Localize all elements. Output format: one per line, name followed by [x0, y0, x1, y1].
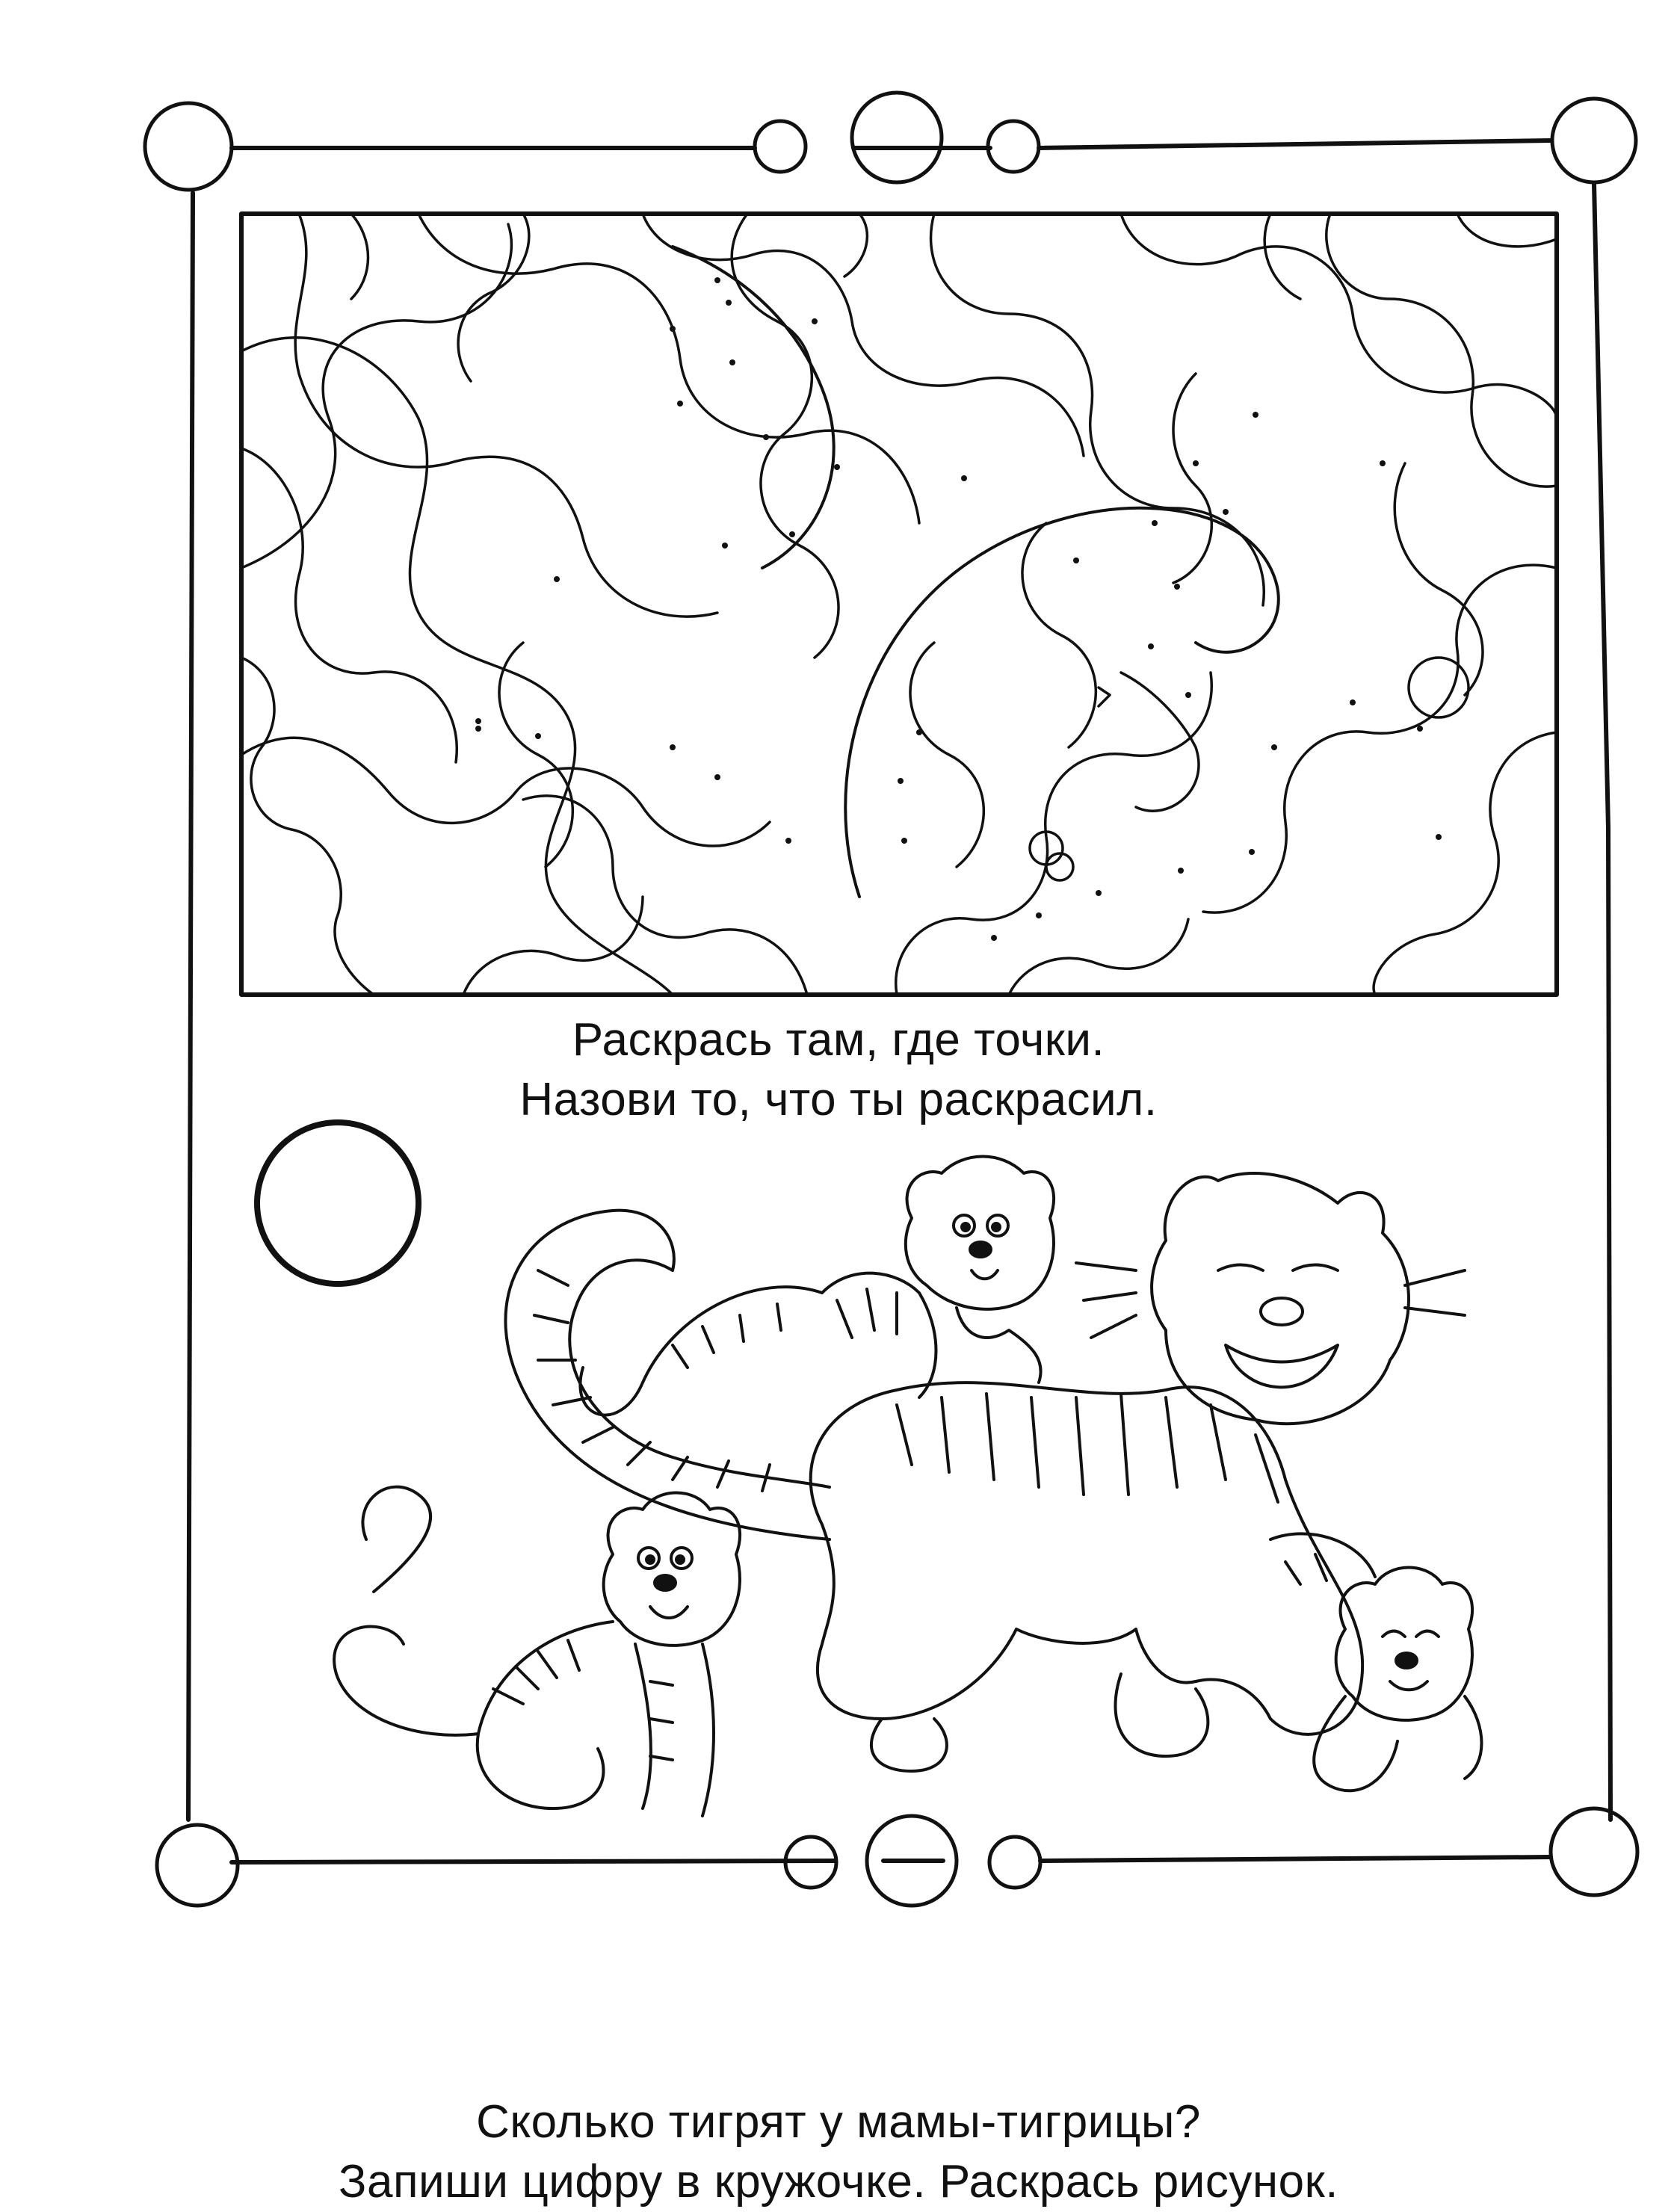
frame-circle — [1551, 1808, 1637, 1895]
frame-circle — [1552, 99, 1636, 182]
frame-circle — [755, 121, 806, 172]
frame-circle — [145, 103, 232, 190]
hidden-picture-puzzle — [241, 214, 1557, 995]
tiger-family-illustration — [334, 1157, 1481, 1817]
frame-circle — [988, 121, 1039, 172]
task-two-instructions — [0, 2092, 1677, 2212]
mother-tiger — [811, 1382, 1362, 1734]
task-one-instructions — [0, 1010, 1677, 1130]
kitten-on-back — [906, 1157, 1054, 1309]
mother-tiger-tail — [505, 1211, 830, 1539]
task-one-line-2: Назови то, что ты раскрасил. — [519, 1074, 1158, 1125]
kitten-bottom-left — [604, 1493, 740, 1646]
kitten-bottom-right — [1336, 1568, 1472, 1720]
puzzle-dots — [475, 277, 1442, 941]
task-two-line-1: Сколько тигрят у мамы-тигрицы? — [476, 2096, 1201, 2148]
answer-circle[interactable] — [257, 1122, 419, 1284]
frame-circle — [852, 93, 942, 182]
puzzle-border — [241, 214, 1557, 995]
frame-circle — [989, 1837, 1040, 1888]
task-two-line-2: Запиши цифру в кружочке. Раскрась рисунок. — [339, 2156, 1338, 2208]
decorative-frame — [145, 93, 1637, 1906]
frame-circle — [157, 1825, 238, 1906]
task-one-line-1: Раскрась там, где точки. — [572, 1014, 1105, 1066]
